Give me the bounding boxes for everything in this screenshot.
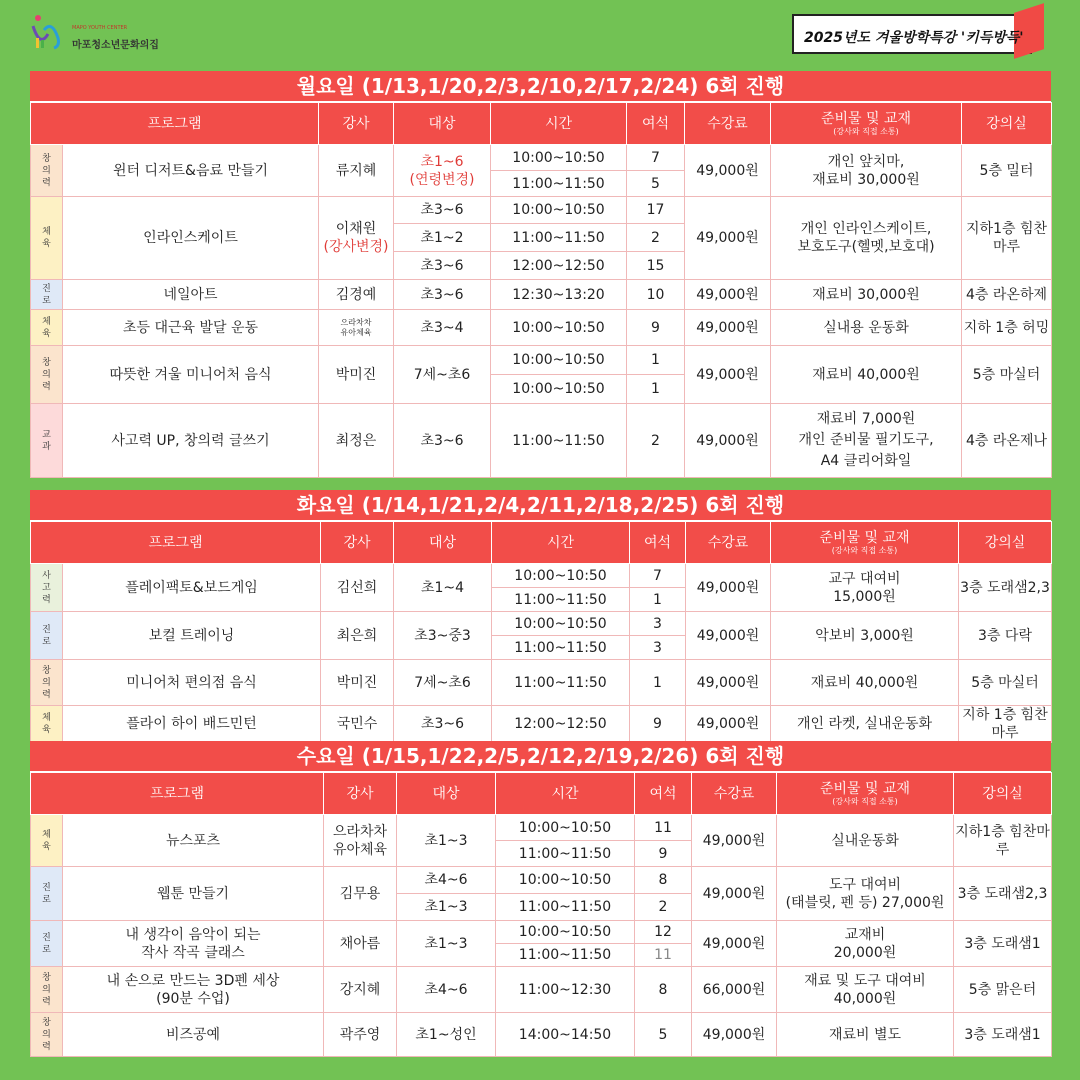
teacher-name: 으라차차 유아체육 <box>319 310 394 346</box>
seats-cell: 3 <box>630 636 686 660</box>
time-cell: 11:00~11:50 <box>492 660 630 706</box>
program-name: 웹툰 만들기 <box>63 867 324 921</box>
fee-cell: 49,000원 <box>686 706 771 743</box>
seats-cell: 5 <box>627 171 685 197</box>
center-logo <box>30 12 210 54</box>
teacher-name: 김선희 <box>321 564 394 612</box>
col-teacher: 강사 <box>319 103 394 145</box>
category-cell: 창 의 력 <box>31 1013 63 1057</box>
table-row <box>31 612 1052 636</box>
teacher-name: 최은희 <box>321 612 394 660</box>
seats-cell: 3 <box>630 612 686 636</box>
fee-cell: 49,000원 <box>685 310 771 346</box>
seats-cell: 7 <box>630 564 686 588</box>
teacher-name: 류지혜 <box>319 145 394 197</box>
program-name: 내 손으로 만드는 3D펜 세상 (90분 수업) <box>63 967 324 1013</box>
seats-cell: 9 <box>630 706 686 743</box>
target-cell: 초3~6 <box>394 197 491 224</box>
col-fee: 수강료 <box>685 103 771 145</box>
table-row <box>31 815 1052 841</box>
wednesday-header-row <box>31 773 1052 815</box>
fee-cell: 49,000원 <box>692 1013 777 1057</box>
category-cell: 교 과 <box>31 404 63 478</box>
col-program: 프로그램 <box>31 103 319 145</box>
col-time: 시간 <box>491 103 627 145</box>
time-cell: 10:00~10:50 <box>492 564 630 588</box>
materials-cell: 재료 및 도구 대여비 40,000원 <box>777 967 954 1013</box>
time-cell: 11:00~11:50 <box>492 588 630 612</box>
fee-cell: 49,000원 <box>692 867 777 921</box>
col-time: 시간 <box>496 773 635 815</box>
room-cell: 3층 도래샘1 <box>954 1013 1052 1057</box>
monday-banner: 월요일 (1/13,1/20,2/3,2/10,2/17,2/24) 6회 진행 <box>30 71 1051 102</box>
program-name: 플레이팩토&보드게임 <box>63 564 321 612</box>
materials-cell: 개인 인라인스케이트, 보호도구(헬멧,보호대) <box>771 197 962 280</box>
monday-table <box>30 102 1052 478</box>
target-cell: 초4~6 <box>397 867 496 894</box>
target-cell: 초1~6 (연령변경) <box>394 145 491 197</box>
fee-cell: 49,000원 <box>685 404 771 478</box>
materials-cell: 재료비 30,000원 <box>771 280 962 310</box>
room-cell: 지하 1층 힘찬마루 <box>959 706 1052 743</box>
category-cell: 체 육 <box>31 706 63 743</box>
col-materials: 준비물 및 교재 (강사와 직접 소통) <box>777 773 954 815</box>
col-teacher: 강사 <box>324 773 397 815</box>
col-program: 프로그램 <box>31 522 321 564</box>
program-name: 뉴스포츠 <box>63 815 324 867</box>
fee-cell: 49,000원 <box>686 660 771 706</box>
target-cell: 초1~4 <box>394 564 492 612</box>
target-cell: 초3~6 <box>394 404 491 478</box>
logo-subtitle: MAPO YOUTH CENTER <box>72 25 128 31</box>
time-cell: 10:00~10:50 <box>496 921 635 944</box>
room-cell: 지하1층 힘찬마루 <box>962 197 1052 280</box>
col-seats: 여석 <box>627 103 685 145</box>
col-room: 강의실 <box>959 522 1052 564</box>
col-room: 강의실 <box>954 773 1052 815</box>
category-cell: 체 육 <box>31 815 63 867</box>
room-cell: 3층 도래샘1 <box>954 921 1052 967</box>
room-cell: 5층 밀터 <box>962 145 1052 197</box>
time-cell: 10:00~10:50 <box>492 612 630 636</box>
program-name: 인라인스케이트 <box>63 197 319 280</box>
time-cell: 10:00~10:50 <box>491 145 627 171</box>
room-cell: 5층 맑은터 <box>954 967 1052 1013</box>
table-row <box>31 346 1052 375</box>
seats-cell: 8 <box>635 967 692 1013</box>
wednesday-banner: 수요일 (1/15,1/22,2/5,2/12,2/19,2/26) 6회 진행 <box>30 741 1051 772</box>
seats-cell: 7 <box>627 145 685 171</box>
time-cell: 12:00~12:50 <box>491 252 627 280</box>
materials-cell: 개인 라켓, 실내운동화 <box>771 706 959 743</box>
seats-cell: 8 <box>635 867 692 894</box>
time-cell: 14:00~14:50 <box>496 1013 635 1057</box>
fee-cell: 49,000원 <box>685 280 771 310</box>
room-cell: 지하 1층 허밍 <box>962 310 1052 346</box>
logo-mark-icon <box>30 12 70 52</box>
program-name: 사고력 UP, 창의력 글쓰기 <box>63 404 319 478</box>
target-cell: 초1~3 <box>397 894 496 921</box>
room-cell: 5층 마실터 <box>959 660 1052 706</box>
fee-cell: 49,000원 <box>692 921 777 967</box>
category-cell: 사 고 력 <box>31 564 63 612</box>
fee-cell: 49,000원 <box>692 815 777 867</box>
seats-cell: 15 <box>627 252 685 280</box>
seats-cell: 9 <box>627 310 685 346</box>
fee-cell: 49,000원 <box>686 612 771 660</box>
materials-cell: 실내운동화 <box>777 815 954 867</box>
program-name: 초등 대근육 발달 운동 <box>63 310 319 346</box>
seats-cell: 1 <box>630 588 686 612</box>
target-cell: 7세~초6 <box>394 660 492 706</box>
target-cell: 초3~중3 <box>394 612 492 660</box>
time-cell: 11:00~11:50 <box>496 944 635 967</box>
teacher-name: 곽주영 <box>324 1013 397 1057</box>
materials-cell: 재료비 40,000원 <box>771 660 959 706</box>
tuesday-header-row <box>31 522 1052 564</box>
materials-cell: 도구 대여비 (태블릿, 펜 등) 27,000원 <box>777 867 954 921</box>
materials-cell: 개인 앞치마, 재료비 30,000원 <box>771 145 962 197</box>
tuesday-banner: 화요일 (1/14,1/21,2/4,2/11,2/18,2/25) 6회 진행 <box>30 490 1051 521</box>
table-row <box>31 921 1052 944</box>
target-cell: 초3~6 <box>394 706 492 743</box>
time-cell: 11:00~11:50 <box>491 224 627 252</box>
table-row <box>31 660 1052 706</box>
room-cell: 3층 도래샘2,3 <box>954 867 1052 921</box>
program-name: 비즈공예 <box>63 1013 324 1057</box>
teacher-name: 채아름 <box>324 921 397 967</box>
fee-cell: 49,000원 <box>685 145 771 197</box>
col-seats: 여석 <box>635 773 692 815</box>
wednesday-table <box>30 772 1052 1057</box>
monday-header-row <box>31 103 1052 145</box>
teacher-name: 김무용 <box>324 867 397 921</box>
program-name: 미니어처 편의점 음식 <box>63 660 321 706</box>
teacher-name: 박미진 <box>319 346 394 404</box>
teacher-name: 강지혜 <box>324 967 397 1013</box>
col-materials: 준비물 및 교재 (강사와 직접 소통) <box>771 103 962 145</box>
fee-cell: 49,000원 <box>685 346 771 404</box>
materials-cell: 교구 대여비 15,000원 <box>771 564 959 612</box>
teacher-name: 최정은 <box>319 404 394 478</box>
fee-cell: 49,000원 <box>685 197 771 280</box>
target-cell: 초4~6 <box>397 967 496 1013</box>
table-row <box>31 706 1052 743</box>
time-cell: 12:30~13:20 <box>491 280 627 310</box>
col-materials: 준비물 및 교재 (강사와 직접 소통) <box>771 522 959 564</box>
materials-cell: 재료비 별도 <box>777 1013 954 1057</box>
program-name: 보컬 트레이닝 <box>63 612 321 660</box>
program-name: 윈터 디저트&음료 만들기 <box>63 145 319 197</box>
program-name: 네일아트 <box>63 280 319 310</box>
time-cell: 12:00~12:50 <box>492 706 630 743</box>
program-name: 내 생각이 음악이 되는 작사 작곡 클래스 <box>63 921 324 967</box>
teacher-name: 이채원 (강사변경) <box>319 197 394 280</box>
table-row <box>31 145 1052 171</box>
wednesday-section <box>30 741 1051 1057</box>
header-title: 2025년도 겨울방학특강 '키득방득' <box>804 30 1024 46</box>
header-title-box <box>792 14 1032 54</box>
time-cell: 11:00~11:50 <box>496 894 635 921</box>
col-program: 프로그램 <box>31 773 324 815</box>
seats-cell: 12 <box>635 921 692 944</box>
target-cell: 초1~3 <box>397 921 496 967</box>
category-cell: 진 로 <box>31 280 63 310</box>
category-cell: 체 육 <box>31 310 63 346</box>
time-cell: 10:00~10:50 <box>491 346 627 375</box>
teacher-name: 국민수 <box>321 706 394 743</box>
seats-cell: 1 <box>627 346 685 375</box>
target-cell: 초3~6 <box>394 280 491 310</box>
materials-cell: 실내용 운동화 <box>771 310 962 346</box>
materials-cell: 교재비 20,000원 <box>777 921 954 967</box>
table-row <box>31 564 1052 588</box>
category-cell: 진 로 <box>31 867 63 921</box>
time-cell: 11:00~11:50 <box>496 841 635 867</box>
time-cell: 11:00~11:50 <box>491 171 627 197</box>
seats-cell: 10 <box>627 280 685 310</box>
time-cell: 10:00~10:50 <box>491 197 627 224</box>
table-row <box>31 867 1052 894</box>
target-cell: 초3~4 <box>394 310 491 346</box>
category-cell: 창 의 력 <box>31 145 63 197</box>
monday-section <box>30 71 1051 478</box>
table-row <box>31 967 1052 1013</box>
time-cell: 11:00~11:50 <box>492 636 630 660</box>
seats-cell: 11 <box>635 815 692 841</box>
room-cell: 5층 마실터 <box>962 346 1052 404</box>
seats-cell: 1 <box>630 660 686 706</box>
target-cell: 초1~3 <box>397 815 496 867</box>
category-cell: 창 의 력 <box>31 967 63 1013</box>
teacher-name: 박미진 <box>321 660 394 706</box>
category-cell: 체 육 <box>31 197 63 280</box>
col-teacher: 강사 <box>321 522 394 564</box>
col-fee: 수강료 <box>692 773 777 815</box>
target-cell: 7세~초6 <box>394 346 491 404</box>
col-fee: 수강료 <box>686 522 771 564</box>
table-row <box>31 1013 1052 1057</box>
col-room: 강의실 <box>962 103 1052 145</box>
tuesday-table <box>30 521 1052 743</box>
seats-cell: 5 <box>635 1013 692 1057</box>
logo-name: 마포청소년문화의집 <box>72 40 159 51</box>
room-cell: 4층 라온제나 <box>962 404 1052 478</box>
col-target: 대상 <box>394 522 492 564</box>
seats-cell: 17 <box>627 197 685 224</box>
col-time: 시간 <box>492 522 630 564</box>
category-cell: 진 로 <box>31 612 63 660</box>
time-cell: 10:00~10:50 <box>491 375 627 404</box>
col-target: 대상 <box>397 773 496 815</box>
col-seats: 여석 <box>630 522 686 564</box>
seats-cell: 2 <box>627 404 685 478</box>
table-row <box>31 310 1052 346</box>
time-cell: 11:00~11:50 <box>491 404 627 478</box>
seats-cell: 2 <box>627 224 685 252</box>
teacher-name: 김경예 <box>319 280 394 310</box>
materials-cell: 악보비 3,000원 <box>771 612 959 660</box>
tuesday-section <box>30 490 1051 743</box>
target-cell: 초3~6 <box>394 252 491 280</box>
time-cell: 10:00~10:50 <box>491 310 627 346</box>
table-row <box>31 280 1052 310</box>
seats-cell: 2 <box>635 894 692 921</box>
time-cell: 10:00~10:50 <box>496 867 635 894</box>
time-cell: 10:00~10:50 <box>496 815 635 841</box>
category-cell: 창 의 력 <box>31 660 63 706</box>
room-cell: 지하1층 힘찬마루 <box>954 815 1052 867</box>
materials-cell: 재료비 7,000원 개인 준비물 필기도구, A4 클리어화일 <box>771 404 962 478</box>
table-row <box>31 404 1052 478</box>
program-name: 따뜻한 겨울 미니어처 음식 <box>63 346 319 404</box>
teacher-name: 으라차차 유아체육 <box>324 815 397 867</box>
category-cell: 진 로 <box>31 921 63 967</box>
seats-cell: 9 <box>635 841 692 867</box>
room-cell: 3층 도래샘2,3 <box>959 564 1052 612</box>
seats-cell: 1 <box>627 375 685 404</box>
category-cell: 창 의 력 <box>31 346 63 404</box>
seats-cell: 11 <box>635 944 692 967</box>
program-name: 플라이 하이 배드민턴 <box>63 706 321 743</box>
materials-cell: 재료비 40,000원 <box>771 346 962 404</box>
col-target: 대상 <box>394 103 491 145</box>
room-cell: 3층 다락 <box>959 612 1052 660</box>
fee-cell: 49,000원 <box>686 564 771 612</box>
target-cell: 초1~2 <box>394 224 491 252</box>
room-cell: 4층 라온하제 <box>962 280 1052 310</box>
fee-cell: 66,000원 <box>692 967 777 1013</box>
table-row <box>31 197 1052 224</box>
time-cell: 11:00~12:30 <box>496 967 635 1013</box>
target-cell: 초1~성인 <box>397 1013 496 1057</box>
